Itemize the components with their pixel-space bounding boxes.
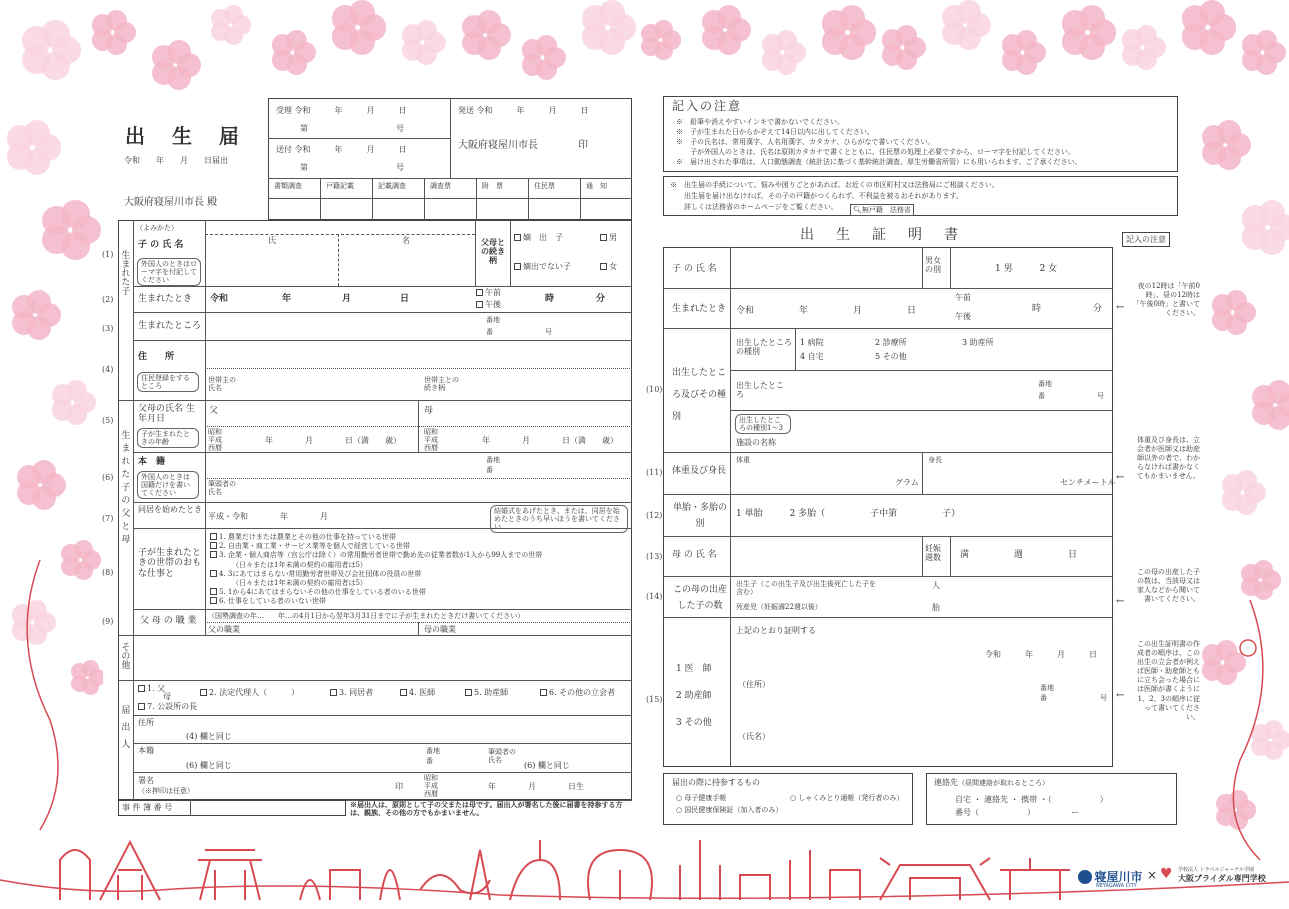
side-label-other: その他 [119, 642, 130, 669]
notifier-option-text: 6. その他の立会者 [549, 688, 616, 697]
notifier-option-text: 7. 公設所の長 [147, 702, 198, 711]
bring-title: 届出の際に持参するもの [672, 778, 760, 787]
cohabit-note: 結婚式をあげたとき、または、同居を始めたときのうち早いほうを書いてください [490, 505, 628, 533]
row-number: (4) [102, 365, 114, 374]
occupation-text: 6. 仕事をしている者のいない世帯 [219, 597, 326, 606]
cert-born-date[interactable]: 令和 年 月 日 [736, 306, 917, 316]
neyagawa-city-logo[interactable]: 寝屋川市 NEYAGAWA CITY [1078, 868, 1143, 885]
row-number: (7) [102, 514, 114, 523]
row-number: (5) [102, 416, 114, 425]
census-note: （国勢調査の年… 年…の4月1日から翌年3月31日までに子が生まれたときだけ書いてください） [208, 612, 525, 620]
cert-role-option[interactable]: 3 その他 [676, 718, 712, 728]
cert-row-number: (13) [646, 552, 663, 561]
cert-row-number: (12) [646, 511, 663, 520]
cohabit-date[interactable]: 平成・令和 年 月 [208, 512, 328, 521]
father-label: 父 [209, 406, 219, 416]
dispatch-date: 発送 令和 年 月 日 [458, 106, 589, 115]
side-label-parents: 生まれた子の父と母 [119, 430, 130, 547]
place-type-label: 出生したところの種別 [736, 338, 792, 357]
cert-date[interactable]: 令和 年 月 日 [985, 650, 1097, 659]
row-number: (2) [102, 295, 114, 304]
facility-label: 施設の名称 [736, 438, 776, 447]
cert-notes-button[interactable]: 記入の注意 [1122, 232, 1170, 247]
notifier-option-text: 5. 助産師 [474, 688, 509, 697]
surname-label: 氏 [268, 236, 276, 245]
honseki-note: 外国人のときは国籍だけを書いてください [137, 471, 199, 499]
note-line: 子が外国人のときは、氏名は原則カタカナで書くとともに、住民票の処理上必要ですから、ローマ字を付記してください。 [676, 148, 1075, 156]
householder-label: 世帯主の氏名 [208, 376, 236, 393]
office-cell-label: 住民票 [534, 182, 555, 190]
honseki-label: 本 籍 [138, 457, 166, 467]
left-arrow-icon: ← [1116, 472, 1125, 483]
contact-title: 連絡先（昼間連絡が取れるところ） [934, 778, 1049, 787]
notifier-honseki-label: 本籍 [138, 746, 154, 755]
side-label-notifier: 届出人 [119, 705, 130, 756]
place-kind-label: 出生したところ及びその種別 [672, 368, 727, 422]
row-number: (3) [102, 324, 114, 333]
office-cell-label: 書類調査 [274, 182, 302, 190]
illegitimate-child-option[interactable]: 嫡出でない子 [514, 262, 571, 271]
gestation-fields[interactable]: 満 週 日 [960, 550, 1078, 560]
received-number: 第 号 [300, 124, 404, 133]
cert-child-name-label: 子 の 氏 名 [672, 264, 717, 274]
occupation-text: 3. 企業・個人商店等（官公庁は除く）の常用勤労者世帯で勤め先の従業者数が1人から99人までの世帯 [219, 551, 543, 560]
city-emblem-icon [1078, 870, 1092, 884]
male-option[interactable]: 男 [600, 233, 617, 242]
stillbirths-label: 死産児（妊娠満22週以後） [736, 603, 822, 611]
cert-row-number: (14) [646, 592, 663, 601]
left-arrow-icon: ← [1116, 302, 1125, 313]
address-note: 住民登録をするところ [137, 372, 199, 392]
notifier-address-label: 住所 [138, 718, 154, 727]
form-title: 出 生 届 [125, 124, 249, 148]
notifier-option-text: 1. 父 [147, 684, 166, 693]
row-number: (6) [102, 473, 114, 482]
born-children-label: 出生子（この出生子及び出生後死亡した子を含む） [736, 580, 876, 597]
row-number: (8) [102, 568, 114, 577]
legitimate-child-option[interactable]: 嫡 出 子 [514, 233, 563, 242]
householder-rel-label: 世帯主との続き柄 [424, 376, 459, 393]
parents-name-label: 父母の氏名 生年月日 [138, 404, 195, 425]
search-box[interactable]: 🔍︎無戸籍 法務省 [850, 204, 914, 216]
consult-line: 詳しくは法務省のホームページをご覧ください。 [670, 203, 838, 211]
cert-address-label: （住所） [738, 680, 770, 689]
born-when-reiwa: 令和 [210, 294, 229, 304]
margin-note: この出生証明書の作成者の順序は、この出生の立会者が例えば医師・助産師ともに立ち会った場合には医師が書くように1、2、3の順序に従って書いてください。 [1137, 640, 1200, 721]
side-label-child: 生まれた子 [119, 250, 130, 295]
head-name-label: 筆頭者の氏名 [208, 480, 236, 497]
address-label: 住 所 [138, 352, 175, 362]
cert-mother-name-label: 母 の 氏 名 [672, 550, 717, 560]
left-arrow-icon: ← [1116, 596, 1125, 607]
father-job-label: 父の職業 [208, 625, 240, 634]
given-name-label: 名 [402, 236, 410, 245]
cohabit-label: 同居を始めたとき [138, 505, 202, 514]
office-cell-label: 通 知 [586, 182, 607, 190]
place-type-option[interactable]: 3 助産所 [962, 338, 994, 347]
child-name-label: 子 の 氏 名 [138, 240, 184, 250]
footnote: ※届出人は、原則として子の父または母です。届出人が署名した後に届書を持参する方は、親族、その他の方でもかまいません。 [350, 800, 623, 818]
row-number: (9) [102, 617, 114, 626]
notifier-option-text: 3. 同居者 [339, 688, 374, 697]
left-arrow-icon: ← [1116, 690, 1125, 701]
note-line: ※ 子が生まれた日からかぞえて14日以内に出してください。 [676, 128, 874, 136]
sent-date: 送付 令和 年 月 日 [276, 145, 407, 154]
notifier-same-4: (4) 欄と同じ [186, 732, 232, 741]
mother-label: 母 [424, 406, 434, 416]
logo-separator: × [1147, 868, 1158, 882]
gestation-label: 妊娠週数 [925, 544, 941, 563]
note-line: ※ 届け出された事項は、人口動態調査（統計法に基づく基幹統計調査、厚生労働省所管）にも用いられます。ご了承ください。 [676, 158, 1082, 166]
margin-note: 夜の12時は「午前0時」、昼の12時は「午後0時」と書いてください。 [1132, 282, 1200, 318]
occupation-text: 5. 1から4にあてはまらないその他の仕事をしている者のいる世帯 [219, 588, 426, 597]
office-cell-label: 戸籍記載 [326, 182, 354, 190]
note-line: ※ 鉛筆や消えやすいインキで書かないでください。 [676, 118, 844, 126]
cert-name-label: （氏名） [738, 732, 770, 741]
relationship-label: 父母との続き柄 [481, 237, 505, 266]
signature-note: （※押印は任意） [138, 787, 194, 795]
place-type-option[interactable]: 4 自宅 [800, 352, 824, 361]
office-cell-label: 記載調査 [378, 182, 406, 190]
born-where-label: 生まれたところ [138, 321, 202, 331]
signature-label: 署名 [138, 776, 154, 785]
female-option[interactable]: 女 [600, 262, 617, 271]
margin-note: 体重及び身長は、立会者が医師又は助産師以外の者で、わからなければ書かなくてもかまいません。 [1136, 436, 1200, 481]
cert-role-option[interactable]: 2 助産師 [676, 691, 712, 701]
father-birthdate[interactable]: 年 月 日（満 歳） [265, 436, 401, 445]
consult-line: 出生届を届け出なければ、その子の戸籍がつくられず、不利益を被るおそれがあります。 [670, 192, 963, 200]
seal-mark: 印 [395, 782, 403, 791]
mayor-seal: 大阪府寝屋川市長 印 [458, 140, 588, 151]
multiple-options[interactable]: 1 単胎 2 多胎（ 子中第 子） [736, 509, 961, 519]
note-line: ※ 子の氏名は、常用漢字、人名用漢字、カタカナ、ひらがなで書いてください。 [676, 138, 935, 146]
sex-options[interactable]: 1 男 2 女 [995, 264, 1058, 274]
contact-number[interactable]: 番号（ ） ー [955, 808, 1079, 817]
cert-role-option[interactable]: 1 医 師 [676, 664, 712, 674]
occupation-text: （日々または1年未満の契約の雇用者は5） [232, 579, 367, 587]
occupation-text: 1. 農業だけまたは農業とその他の仕事を持っている世帯 [219, 533, 396, 541]
facility-note: 出生したところの種別1〜3 [735, 414, 791, 434]
row-number: (1) [102, 250, 114, 259]
place-type-option[interactable]: 2 診療所 [875, 338, 907, 347]
weight-height-label: 体重及び身長 [672, 466, 727, 476]
certificate-title: 出 生 証 明 書 [800, 227, 962, 243]
osaka-bridal-school-logo[interactable]: ♥ 学校法人 トラベルジャーナル学園 大阪ブライダル専門学校 [1160, 866, 1266, 883]
sent-number: 第 号 [300, 163, 404, 172]
notifier-option-text: 母 [163, 692, 171, 701]
occupation-text: （日々または1年未満の契約の雇用者は5） [232, 560, 367, 569]
pm-option[interactable]: 午後 [476, 300, 501, 309]
consult-line: ※ 出生届の手続について、悩みや困りごとがあれば、お近くの市区町村又は法務局にご相談ください。 [670, 181, 999, 189]
notes-title: 記入の注意 [672, 99, 743, 113]
yomikata-label: （よみかた） [136, 224, 178, 232]
notifier-option-text: 4. 医師 [409, 688, 436, 697]
search-icon: 🔍︎ [853, 206, 862, 214]
parents-age-note: 子が生まれたときの年齢 [137, 428, 199, 448]
place-type-option[interactable]: 1 病院 [800, 338, 824, 347]
notifier-option-text: 2. 法定代理人（ ） [209, 688, 300, 697]
notifier-same-6: (6) 欄と同じ [186, 761, 232, 770]
place-addr-label: 出生したところ [736, 381, 784, 400]
sex-label: 男女の別 [925, 256, 941, 275]
notifier-head-label: 筆頭者の氏名 [488, 748, 516, 765]
notifier-birthdate[interactable]: 年 月 日生 [488, 782, 584, 791]
occupation-question: 子が生まれたときの世帯のおもな仕事と [138, 548, 202, 579]
margin-note: この母の出産した子の数は、当該母又は家人などから聞いて書いてください。 [1137, 568, 1200, 604]
office-cell-label: 調査票 [430, 182, 451, 190]
mother-births-label: この母の出産した子の数 [672, 585, 727, 611]
cert-row-number: (10) [646, 385, 663, 394]
mother-birthdate[interactable]: 年 月 日（満 歳） [482, 436, 618, 445]
cert-born-when-label: 生まれたとき [672, 304, 727, 314]
contact-line[interactable]: 自宅 ・ 連絡先 ・ 携帯 ・（ ） [955, 795, 1108, 804]
notification-date[interactable]: 令和 年 月 日届出 [124, 156, 228, 165]
multiple-label: 単胎・多胎の別 [672, 503, 727, 529]
born-when-label: 生まれたとき [138, 294, 193, 304]
office-cell-label: 附 票 [482, 182, 503, 190]
parents-job-label: 父 母 の 職 業 [140, 616, 197, 626]
am-option[interactable]: 午前 [476, 288, 501, 297]
heart-icon: ♥ [1160, 866, 1173, 882]
cert-row-number: (11) [646, 468, 663, 477]
cert-row-number: (15) [646, 695, 663, 704]
place-type-option[interactable]: 5 その他 [875, 352, 907, 361]
mother-job-label: 母の職業 [424, 625, 456, 634]
received-date: 受理 令和 年 月 日 [276, 106, 407, 115]
occupation-text: 4. 3にあてはまらない常用勤労者世帯及び会社団体の役員の世帯 [219, 569, 422, 578]
mayor-addressee: 大阪府寝屋川市長 殿 [124, 197, 218, 208]
child-name-note: 外国人のときはローマ字を付記してください [137, 258, 201, 286]
occupation-text: 2. 自由業・商工業・サービス業等を個人で経営している世帯 [219, 542, 410, 551]
certified-statement: 上記のとおり証明する [736, 626, 816, 635]
